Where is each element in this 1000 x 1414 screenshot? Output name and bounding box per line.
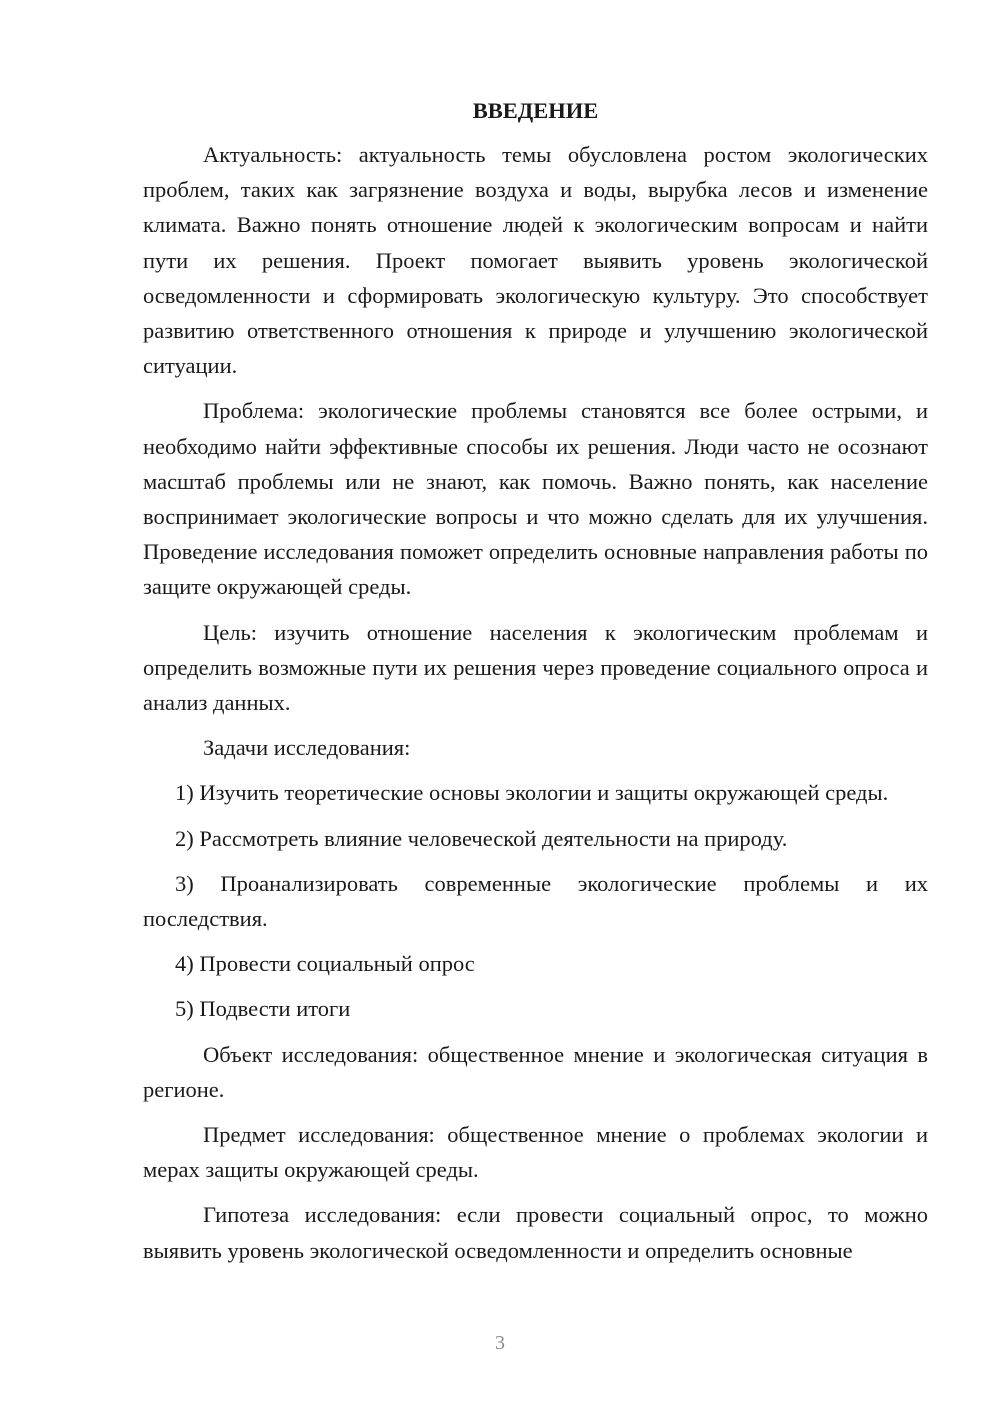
goal-paragraph: Цель: изучить отношение населения к экологическим проблемам и определить возможные пути их решения через проведение социального опроса и анализ данных.: [143, 619, 928, 716]
tasks-heading: Задачи исследования:: [203, 735, 411, 761]
task-item-2: 2) Рассмотреть влияние человеческой деятельности на природу.: [175, 825, 788, 851]
object-paragraph: Объект исследования: общественное мнение и экологическая ситуация в регионе.: [143, 1041, 928, 1102]
subject-paragraph: Предмет исследования: общественное мнение о проблемах экологии и мерах защиты окружающей среды.: [143, 1122, 928, 1183]
relevance-paragraph: Актуальность: актуальность темы обусловлена ростом экологических проблем, таких как загрязнение воздуха и воды, вырубка лесов и изменение климата. Важно понять отношение людей к экологическим вопросам и найти пути их решения. Проект помогает выявить уровень экологической осведомленности и сформировать экологическую культуру. Это способствует развитию ответственного отношения к природе и улучшению экологической ситуации.: [143, 142, 928, 379]
problem-paragraph: Проблема: экологические проблемы становятся все более острыми, и необходимо найти эффективные способы их решения. Люди часто не осознают масштаб проблемы или не знают, как помочь. Важно понять, как население воспринимает экологические вопросы и что можно сделать для их улучшения. Проведение исследования поможет определить основные направления работы по защите окружающей среды.: [143, 398, 928, 600]
task-item-5: 5) Подвести итоги: [175, 996, 351, 1022]
task-item-4: 4) Провести социальный опрос: [175, 951, 475, 977]
hypothesis-paragraph: Гипотеза исследования: если провести социальный опрос, то можно выявить уровень экологической осведомленности и определить основные: [143, 1202, 928, 1263]
page-number: 3: [495, 1332, 505, 1354]
task-item-3: 3) Проанализировать современные экологические проблемы и их последствия.: [143, 870, 928, 932]
document-page: [143, 95, 928, 1278]
task-item-1: 1) Изучить теоретические основы экологии и защиты окружающей среды.: [175, 780, 889, 806]
page-title: ВВЕДЕНИЕ: [472, 98, 599, 123]
